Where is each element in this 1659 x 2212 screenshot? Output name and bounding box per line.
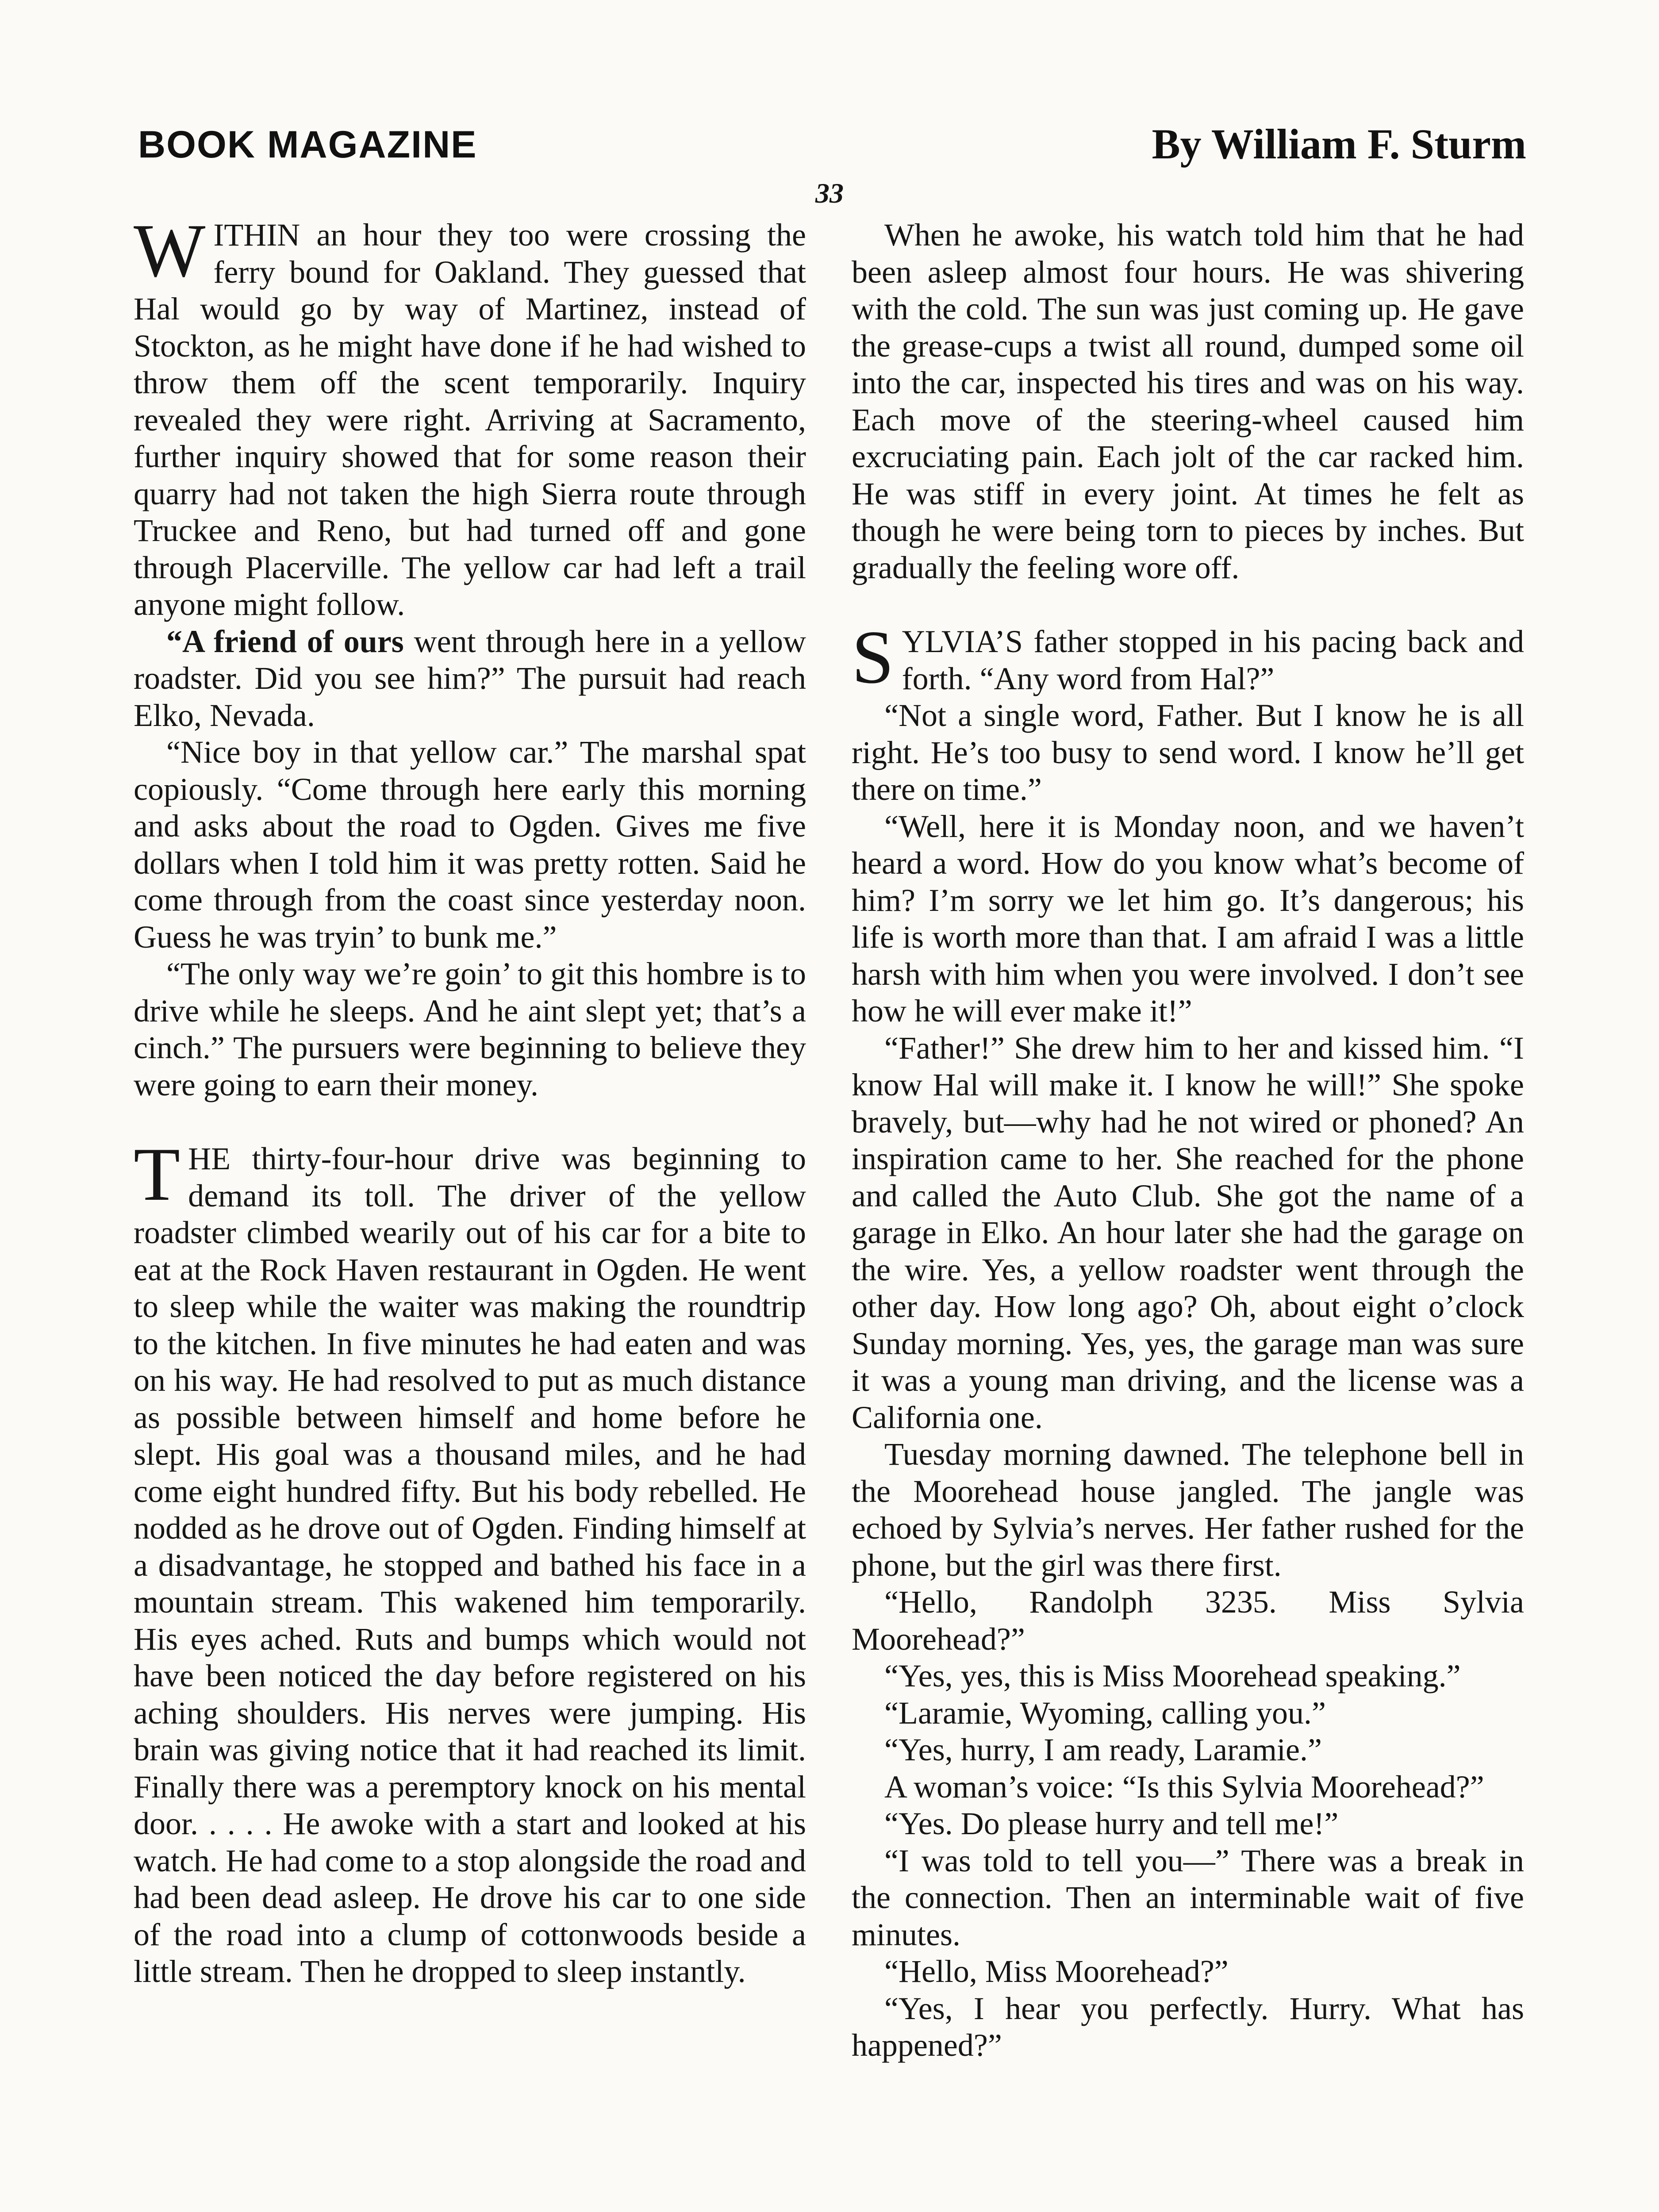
paragraph: “Hello, Randolph 3235. Miss Sylvia Moorehead?” xyxy=(852,1584,1524,1657)
paragraph: A woman’s voice: “Is this Sylvia Moorehead?” xyxy=(884,1769,1484,1805)
paragraph: “The only way we’re goin’ to git this hombre is to drive while he sleeps. And he aint slept yet; that’s a cinch.” The pursuers were beginning to believe they were going to earn their money. xyxy=(134,956,806,1102)
paragraph: “Nice boy in that yellow car.” The marshal spat copiously. “Come through here early this morning and asks about the road to Ogden. Gives me five dollars when I told him it was pretty rotten. Said he come through from the coast since yesterday noon. Guess he was tryin’ to bunk me.” xyxy=(134,734,806,955)
paragraph: “Yes, hurry, I am ready, Laramie.” xyxy=(884,1732,1322,1767)
paragraph: SYLVIA’S father stopped in his pacing back and forth. “Any word from Hal?” xyxy=(852,615,1524,699)
drop-cap: S xyxy=(852,615,894,699)
paragraph: “Yes, I hear you perfectly. Hurry. What has happened?” xyxy=(852,1990,1524,2063)
paragraph: “I was told to tell you—” There was a break in the connection. Then an interminable wait of five minutes. xyxy=(852,1843,1524,1952)
paragraph: “Well, here it is Monday noon, and we haven’t heard a word. How do you know what’s become of him? I’m sorry we let him go. It’s dangerous; his life is worth more than that. I am afraid I was a little harsh with him when you were involved. I don’t see how he will ever make it!” xyxy=(852,808,1524,1029)
paragraph: Tuesday morning dawned. The telephone bell in the Moorehead house jangled. The jangle was echoed by Sylvia’s nerves. Her father rushed for the phone, but the girl was there first. xyxy=(852,1436,1524,1583)
right-column xyxy=(852,217,1524,2064)
running-head-magazine: BOOK MAGAZINE xyxy=(138,123,477,166)
paragraph: “Not a single word, Father. But I know he is all right. He’s too busy to send word. I know he’ll get there on time.” xyxy=(852,698,1524,807)
left-column xyxy=(134,209,806,1990)
running-head-author: By William F. Sturm xyxy=(1152,120,1526,168)
paragraph: “Yes, yes, this is Miss Moorehead speaking.” xyxy=(884,1658,1461,1694)
paragraph: WITHIN an hour they too were crossing the ferry bound for Oakland. They guessed that Hal would go by way of Martinez, instead of Stockton, as he might have done if he had wished to throw them off the scent temporarily. Inquiry revealed they were right. Arriving at Sacramento, further inquiry showed that for some reason their quarry had not taken the high Sierra route through Truckee and Reno, but had turned off and gone through Placerville. The yellow car had left a trail anyone might follow. xyxy=(134,209,806,622)
paragraph: “Yes. Do please hurry and tell me!” xyxy=(884,1806,1339,1841)
paragraph: When he awoke, his watch told him that he had been asleep almost four hours. He was shivering with the cold. The sun was just coming up. He gave the grease-cups a twist all round, dumped some oil into the car, inspected his tires and was on his way. Each move of the steering-wheel caused him excruciating pain. Each jolt of the car racked him. He was stiff in every joint. At times he felt as though he were being torn to pieces by inches. But gradually the feeling wore off. xyxy=(852,217,1524,585)
paragraph: THE thirty-four-hour drive was beginning to demand its toll. The driver of the yellow roadster climbed wearily out of his car for a bite to eat at the Rock Haven restaurant in Ogden. He went to sleep while the waiter was making the roundtrip to the kitchen. In five minutes he had eaten and was on his way. He had resolved to put as much distance as possible between himself and home before he slept. His goal was a thousand miles, and he had come eight hundred fifty. But his body rebelled. He nodded as he drove out of Ogden. Finding himself at a disadvantage, he stopped and bathed his face in a mountain stream. This wakened him temporarily. His eyes ached. Ruts and bumps which would not have been noticed the day before registered on his aching shoulders. His nerves were jumping. His brain was giving notice that it had reached its limit. Finally there was a peremptory knock on his mental door. . . . . He awoke with a start and looked at his watch. He had come to a stop alongside the road and had been dead asleep. He drove his car to one side of the road into a clump of cottonwoods beside a little stream. Then he dropped to sleep instantly. xyxy=(134,1133,806,1989)
paragraph: “A friend of ours went through here in a yellow roadster. Did you see him?” The pursuit had reach Elko, Nevada. xyxy=(134,623,806,733)
paragraph: “Laramie, Wyoming, calling you.” xyxy=(884,1695,1326,1731)
drop-cap: W xyxy=(134,209,206,293)
paragraph: “Hello, Miss Moorehead?” xyxy=(884,1954,1229,1989)
paragraph: “Father!” She drew him to her and kissed him. “I know Hal will make it. I know he will!” She spoke bravely, but—why had he not wired or phoned? An inspiration came to her. She reached for the phone and called the Auto Club. She got the name of a garage in Elko. An hour later she had the garage on the wire. Yes, a yellow roadster went through the other day. How long ago? Oh, about eight o’clock Sunday morning. Yes, yes, the garage man was sure it was a young man driving, and the license was a California one. xyxy=(852,1030,1524,1435)
page-number: 33 xyxy=(815,177,844,209)
drop-cap: T xyxy=(134,1133,180,1217)
